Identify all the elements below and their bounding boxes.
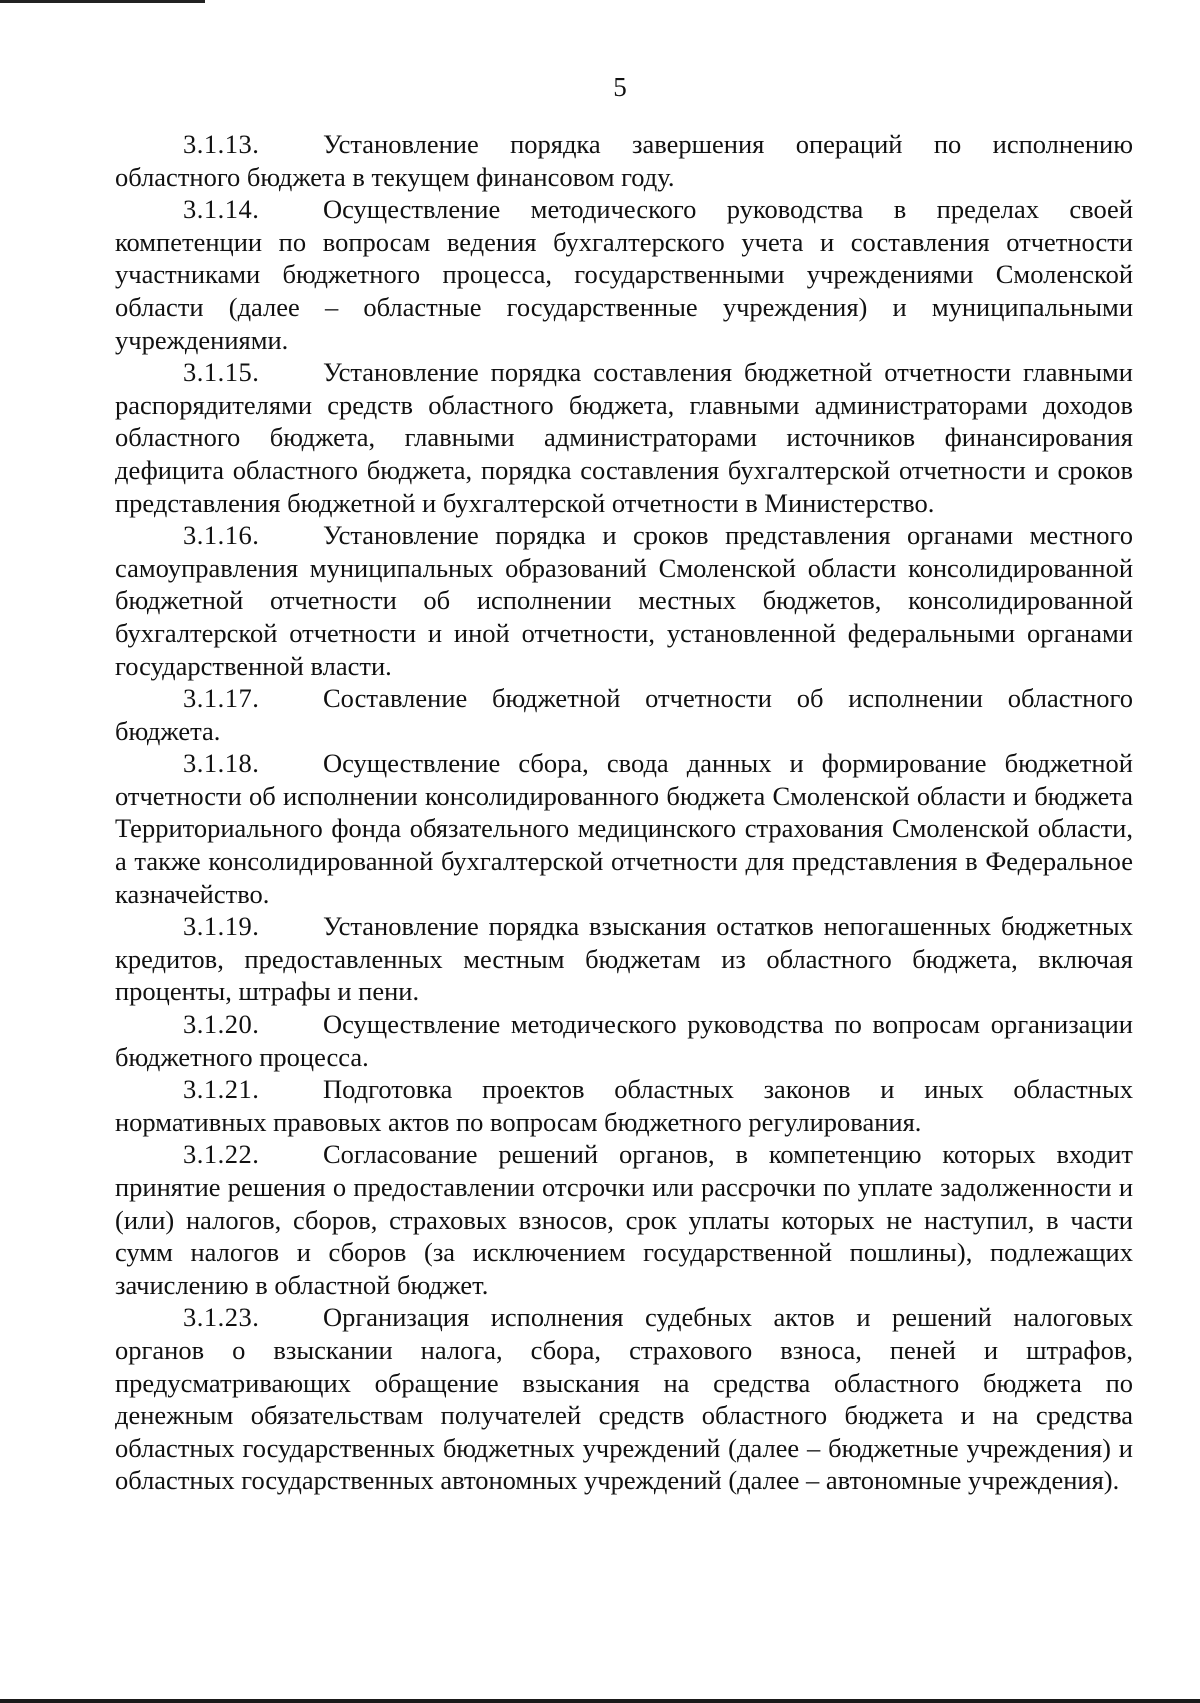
clause-number: 3.1.18. — [183, 748, 260, 779]
clause-text: Организация исполнения судебных актов и решений налоговых органов о взыскании налога, сбора, страхового взноса, пеней и штрафов, предусматривающих обращение взыскания на средства областного бюджета по денежным обязательствам получателей средств областного бюджета и на средства областных государственных бюджетных учреждений (далее – бюджетные учреждения) и областных государственных автономных учреждений (далее – автономные учреждения). — [115, 1302, 1133, 1496]
clause-number: 3.1.16. — [183, 520, 260, 551]
clause-text: Подготовка проектов областных законов и иных областных нормативных правовых актов по вопросам бюджетного регулирования. — [115, 1074, 1133, 1137]
clause-3-1-13 — [115, 128, 1133, 193]
scan-edge-top — [0, 0, 205, 3]
clause-3-1-22 — [115, 1138, 1133, 1301]
clause-text: Установление порядка завершения операций по исполнению областного бюджета в текущем финансовом году. — [115, 129, 1133, 192]
clause-3-1-17 — [115, 682, 1133, 747]
scan-edge-bottom — [0, 1699, 1200, 1703]
clause-number: 3.1.13. — [183, 129, 260, 159]
clause-text: Согласование решений органов, в компетенцию которых входит принятие решения о предоставлении отсрочки или рассрочки по уплате задолженности и (или) налогов, сборов, страховых взносов, срок уплаты которых не наступил, в части сумм налогов и сборов (за исключением государственной пошлины), подлежащих зачислению в областной бюджет. — [115, 1139, 1133, 1300]
document-body — [115, 128, 1133, 1497]
page-number: 5 — [613, 72, 627, 102]
clause-3-1-20 — [115, 1008, 1133, 1073]
clause-3-1-15 — [115, 356, 1133, 519]
clause-number: 3.1.23. — [183, 1302, 260, 1333]
clause-number: 3.1.22. — [183, 1139, 260, 1170]
clause-number: 3.1.15. — [183, 357, 260, 388]
clause-3-1-16 — [115, 519, 1133, 682]
clause-3-1-14 — [115, 193, 1133, 356]
clause-text: Составление бюджетной отчетности об исполнении областного бюджета. — [115, 683, 1133, 746]
clause-3-1-18 — [115, 747, 1133, 910]
clause-number: 3.1.21. — [183, 1074, 260, 1105]
clause-number: 3.1.17. — [183, 683, 260, 714]
clause-text: Осуществление методического руководства в пределах своей компетенции по вопросам ведения бухгалтерского учета и составления отчетности участниками бюджетного процесса, государственными учреждениями Смоленской области (далее – областные государственные учреждения) и муниципальными учреждениями. — [115, 194, 1133, 355]
clause-3-1-23 — [115, 1301, 1133, 1497]
clause-3-1-19 — [115, 910, 1133, 1008]
clause-text: Осуществление сбора, свода данных и формирование бюджетной отчетности об исполнении консолидированного бюджета Смоленской области и бюджета Территориального фонда обязательного медицинского страхования Смоленской области, а также консолидированной бухгалтерской отчетности для представления в Федеральное казначейство. — [115, 748, 1133, 909]
clause-number: 3.1.20. — [183, 1009, 260, 1040]
clause-text: Установление порядка взыскания остатков непогашенных бюджетных кредитов, предоставленных местным бюджетам из областного бюджета, включая проценты, штрафы и пени. — [115, 911, 1133, 1007]
clause-text: Установление порядка и сроков представления органами местного самоуправления муниципальных образований Смоленской области консолидированной бюджетной отчетности об исполнении местных бюджетов, консолидированной бухгалтерской отчетности и иной отчетности, установленной федеральными органами государственной власти. — [115, 520, 1133, 681]
clause-number: 3.1.14. — [183, 194, 260, 225]
clause-text: Установление порядка составления бюджетной отчетности главными распорядителями средств областного бюджета, главными администраторами доходов областного бюджета, главными администраторами источников финансирования дефицита областного бюджета, порядка составления бухгалтерской отчетности и сроков представления бюджетной и бухгалтерской отчетности в Министерство. — [115, 357, 1133, 518]
clause-number: 3.1.19. — [183, 911, 260, 942]
clause-3-1-21 — [115, 1073, 1133, 1138]
clause-text: Осуществление методического руководства по вопросам организации бюджетного процесса. — [115, 1009, 1133, 1072]
